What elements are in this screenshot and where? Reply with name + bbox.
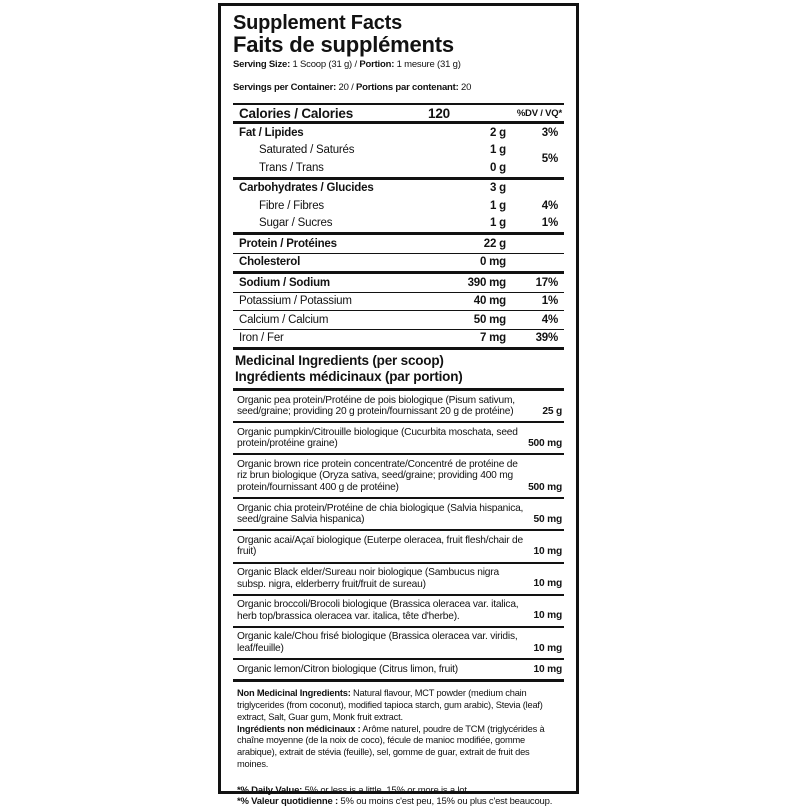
row-label: Cholesterol bbox=[239, 256, 301, 269]
ingredient-row-kale bbox=[233, 628, 564, 658]
non-medicinal-text-fr: Arôme naturel, poudre de TCM (triglycérides à chaîne moyenne (de la noix de coco), fécule de manioc modifiée, gomme arabique), extrait de stévia (feuille), sel, gomme de guar, extrait de fruit des moines. bbox=[237, 723, 545, 769]
row-dv: 17% bbox=[535, 276, 558, 289]
servings-value-fr: 20 bbox=[458, 81, 472, 93]
serving-size-label-fr: Portion: bbox=[359, 59, 395, 70]
row-dv: 3% bbox=[541, 126, 558, 139]
calories-value: 120 bbox=[428, 105, 450, 121]
row-amount: 50 mg bbox=[473, 313, 506, 326]
row-amount: 1 g bbox=[489, 199, 506, 212]
ingredient-text: Organic chia protein/Protéine de chia biologique (Salvia hispanica, seed/graine Salvia hispanica) bbox=[237, 502, 524, 526]
ingredient-row-acai bbox=[233, 531, 564, 561]
non-medicinal-text-en: Natural flavour, MCT powder (medium chain triglycerides (from coconut), modified tapioca starch, gum arabic), Stevia (leaf) extract, Salt, Guar gum, Monk fruit extract. bbox=[237, 688, 543, 722]
nutrition-row-potassium bbox=[233, 293, 564, 311]
non-medicinal-english bbox=[237, 688, 562, 723]
non-medicinal-french bbox=[237, 724, 562, 771]
row-amount: 3 g bbox=[489, 182, 506, 195]
nutrition-row-carbohydrates bbox=[233, 180, 564, 198]
title-english: Supplement Facts bbox=[233, 12, 403, 34]
non-medicinal-label-en: Non Medicinal Ingredients: bbox=[237, 688, 351, 699]
daily-value-column-header: %DV / VQ* bbox=[516, 107, 562, 119]
ingredient-text: Organic acai/Açaï biologique (Euterpe oleracea, fruit flesh/chair de fruit) bbox=[237, 534, 523, 558]
row-dv: 39% bbox=[535, 332, 558, 345]
row-amount: 40 mg bbox=[473, 295, 506, 308]
supplement-facts-label bbox=[218, 3, 579, 807]
ingredient-row-black-elder bbox=[233, 564, 564, 594]
ingredient-amount: 500 mg bbox=[528, 437, 562, 449]
footnote-text-en: 5% or less is a little. 15% or more is a lot. bbox=[302, 784, 470, 796]
row-amount: 0 g bbox=[489, 161, 506, 174]
row-label: Carbohydrates / Glucides bbox=[239, 182, 374, 195]
ingredient-row-broccoli bbox=[233, 596, 564, 626]
row-label: Potassium / Potassium bbox=[239, 295, 352, 308]
nutrition-row-sugar bbox=[233, 215, 564, 233]
ingredient-text: Organic Black elder/Sureau noir biologique (Sambucus nigra subsp. nigra, elderberry fruit/fruit de sureau) bbox=[237, 567, 499, 590]
nutrition-row-fibre bbox=[233, 197, 564, 215]
ingredient-row-pea-protein bbox=[233, 391, 564, 421]
row-dv: 1% bbox=[541, 295, 558, 308]
row-dv: 4% bbox=[541, 313, 558, 326]
nutrition-row-fat bbox=[233, 124, 564, 142]
ingredient-text: Organic broccoli/Brocoli biologique (Brassica oleracea var. italica, herb top/brassica oleracea var. italica, tête d'herbe). bbox=[237, 599, 519, 622]
row-label: Sodium / Sodium bbox=[239, 276, 330, 289]
nutrition-row-iron bbox=[233, 330, 564, 348]
footnote-text-fr: 5% ou moins c'est peu, 15% ou plus c'est beaucoup. bbox=[337, 795, 553, 807]
serving-size-label-en: Serving Size: bbox=[233, 59, 291, 70]
footnote-english bbox=[237, 785, 564, 796]
nutrition-row-cholesterol bbox=[233, 254, 564, 272]
ingredient-amount: 10 mg bbox=[533, 642, 562, 654]
row-label: Saturated / Saturés bbox=[259, 144, 355, 157]
ingredient-amount: 500 mg bbox=[528, 481, 562, 493]
nutrition-row-calcium bbox=[233, 311, 564, 329]
daily-value-footnotes bbox=[233, 785, 564, 807]
row-dv bbox=[506, 144, 558, 166]
ingredient-row-brown-rice bbox=[233, 455, 564, 497]
serving-size-value-fr: 1 mesure (31 g) bbox=[394, 59, 461, 70]
row-amount: 7 mg bbox=[479, 332, 506, 345]
ingredient-amount: 10 mg bbox=[533, 663, 562, 675]
row-label: Protein / Protéines bbox=[239, 237, 337, 250]
row-label: Fat / Lipides bbox=[239, 126, 304, 139]
row-amount: 0 mg bbox=[479, 256, 506, 269]
ingredient-amount: 25 g bbox=[542, 405, 562, 417]
row-amount: 390 mg bbox=[467, 276, 506, 289]
servings-value-en: 20 / bbox=[336, 81, 357, 93]
non-medicinal-label-fr: Ingrédients non médicinaux : bbox=[237, 723, 361, 734]
divider bbox=[233, 679, 564, 682]
ingredient-amount: 10 mg bbox=[533, 610, 562, 622]
ingredient-text: Organic pea protein/Protéine de pois biologique (Pisum sativum, seed/graine; providing 20 g protein/fournissant 20 g de protéine) bbox=[237, 394, 515, 418]
medicinal-ingredients-header bbox=[233, 350, 564, 388]
calories-row bbox=[233, 105, 564, 121]
nutrition-row-trans bbox=[233, 159, 564, 177]
row-label: Fibre / Fibres bbox=[259, 199, 324, 212]
ingredient-text: Organic kale/Chou frisé biologique (Brassica oleracea var. viridis, leaf/feuille) bbox=[237, 631, 518, 654]
row-label: Trans / Trans bbox=[259, 161, 324, 174]
ingredient-row-lemon bbox=[233, 660, 564, 679]
footnote-french bbox=[237, 796, 564, 807]
ingredient-text: Organic pumpkin/Citrouille biologique (Cucurbita moschata, seed protein/protéine graine) bbox=[237, 426, 518, 450]
servings-per-container-line bbox=[233, 81, 564, 94]
title-french: Faits de suppléments bbox=[233, 32, 454, 57]
nutrition-row-protein bbox=[233, 235, 564, 253]
ingredient-amount: 10 mg bbox=[533, 545, 562, 557]
row-dv-spanning: 5% bbox=[541, 153, 558, 166]
nutrition-row-saturated bbox=[233, 142, 564, 166]
row-dv: 1% bbox=[541, 217, 558, 230]
row-amount: 2 g bbox=[489, 126, 506, 139]
non-medicinal-ingredients-section bbox=[233, 688, 564, 771]
nutrition-row-sodium bbox=[233, 274, 564, 292]
serving-size-line bbox=[233, 58, 564, 71]
row-dv: 4% bbox=[541, 199, 558, 212]
row-amount: 1 g bbox=[489, 144, 506, 157]
serving-size-value-en: 1 Scoop (31 g) / bbox=[290, 59, 360, 70]
servings-label-fr: Portions par contenant: bbox=[356, 81, 459, 93]
medicinal-header-french: Ingrédients médicinaux (par portion) bbox=[235, 368, 463, 384]
ingredient-amount: 10 mg bbox=[533, 578, 562, 590]
ingredient-text: Organic brown rice protein concentrate/Concentré de protéine de riz brun biologique (Oryza sativa, seed/graine; providing 400 mg protein/fournissant 400 g de protéine) bbox=[237, 458, 518, 494]
medicinal-header-english: Medicinal Ingredients (per scoop) bbox=[235, 353, 444, 368]
row-amount: 22 g bbox=[483, 237, 506, 250]
ingredient-amount: 50 mg bbox=[533, 513, 562, 525]
servings-label-en: Servings per Container: bbox=[233, 81, 337, 93]
row-label: Sugar / Sucres bbox=[259, 217, 333, 230]
footnote-label-fr: *% Valeur quotidienne : bbox=[237, 795, 338, 807]
row-label: Calcium / Calcium bbox=[239, 313, 329, 326]
ingredient-row-chia bbox=[233, 499, 564, 529]
ingredient-text: Organic lemon/Citron biologique (Citrus limon, fruit) bbox=[237, 664, 458, 676]
ingredient-row-pumpkin bbox=[233, 423, 564, 453]
calories-label: Calories / Calories bbox=[239, 105, 354, 121]
footnote-label-en: *% Daily Value: bbox=[237, 784, 303, 796]
row-label: Iron / Fer bbox=[239, 332, 284, 345]
row-amount: 1 g bbox=[489, 217, 506, 230]
